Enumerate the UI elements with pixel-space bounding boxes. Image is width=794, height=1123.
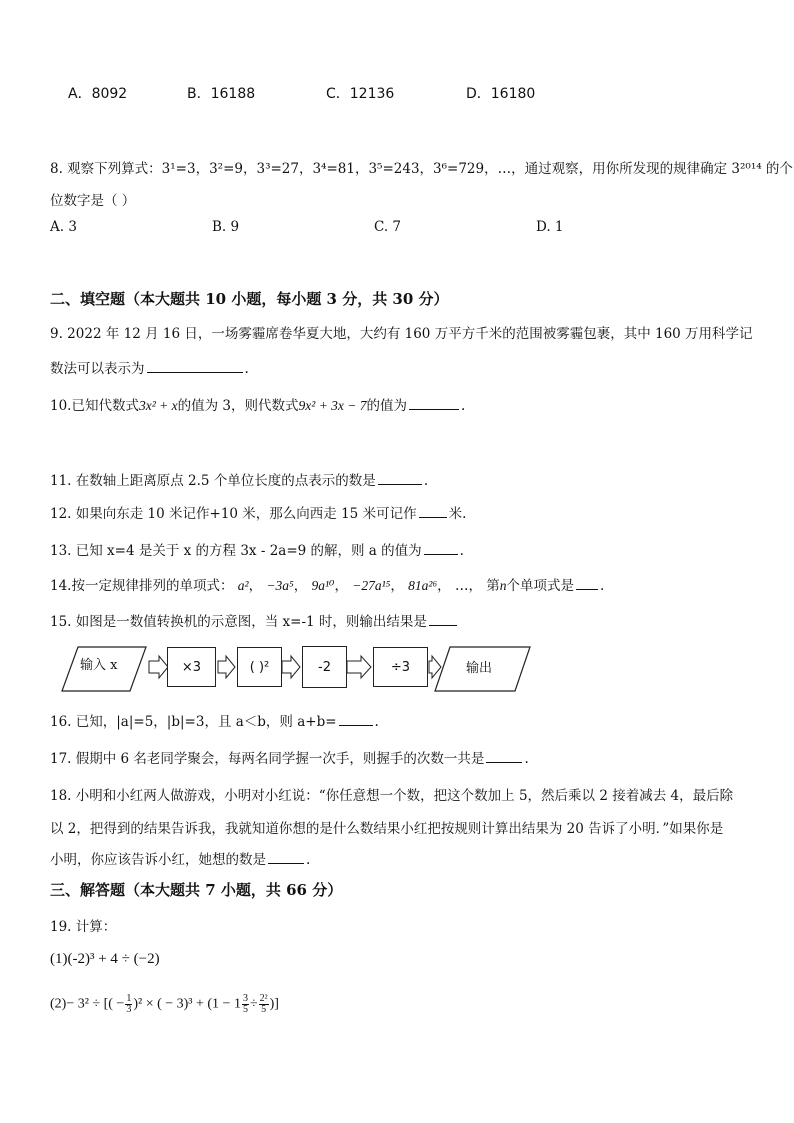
q18-line3 — [50, 848, 310, 868]
q19-title: 19. 计算： — [50, 919, 117, 935]
q14-post: 个单项式是 — [506, 578, 575, 594]
q8-text-line1: 8. 观察下列算式：3¹=3，3²=9，3³=27，3⁴=81，3⁵=243，3⁶=729，…，通过观察，用你所发现的规律确定 3²⁰¹⁴ 的个 — [50, 161, 793, 177]
q7-option-a: A．8092 — [68, 86, 128, 102]
q15 — [50, 610, 459, 630]
answer-blank — [576, 588, 598, 590]
q14-term-2: −3a⁵ — [266, 578, 294, 593]
q8-option-a: A. 3 — [50, 219, 77, 235]
q10-pre: 10.已知代数式 — [50, 398, 139, 414]
flow-box-divide-label: ÷3 — [390, 659, 411, 675]
answer-blank — [378, 483, 422, 485]
q14-n: n — [499, 578, 507, 593]
flow-output-label: 输出 — [466, 661, 493, 676]
fraction-two-squared-over-five — [259, 994, 269, 1015]
q15-text: 15. 如图是一数值转换机的示意图，当 x=-1 时，则输出结果是 — [50, 614, 427, 630]
flow-box-multiply — [167, 647, 216, 687]
flow-box-subtract-label: -2 — [318, 659, 331, 675]
q16 — [50, 710, 379, 730]
q14-end: . — [600, 578, 605, 594]
q8-option-d: D. 1 — [536, 219, 564, 235]
q13 — [50, 539, 464, 559]
q14-mid: 第 — [486, 578, 500, 594]
q18-line3-end: . — [306, 852, 311, 868]
fraction-numerator: 1 — [126, 993, 132, 1004]
q10-expr1: 3x² + x — [138, 398, 178, 413]
answer-blank — [268, 862, 304, 864]
q14: 14.按一定规律排列的单项式： a²， −3a⁵， 9a¹⁰， −27a¹⁵， 81a²⁶， …， 第n个单项式是 . — [50, 578, 605, 594]
fraction-numerator: 3 — [242, 993, 248, 1004]
q10-mid: 的值为 3，则代数式 — [177, 398, 299, 414]
q12-text: 12. 如果向东走 10 米记作+10 米，那么向西走 15 米可记作 — [50, 506, 417, 522]
q11-end: . — [423, 473, 429, 489]
q9-line2 — [50, 357, 249, 377]
q10 — [50, 394, 465, 414]
q18-line1: 18. 小明和小红两人做游戏，小明对小红说：“你任意想一个数，把这个数加上 5，然后乘以 2 接着减去 4，最后除 — [50, 788, 734, 804]
q17 — [50, 747, 529, 767]
q13-end: . — [459, 543, 464, 559]
q19-part1: (1)(-2)³ + 4 ÷ (−2) — [50, 951, 160, 967]
q11 — [50, 469, 428, 489]
answer-blank — [409, 408, 459, 410]
flow-input-label: 输入 x — [80, 658, 118, 673]
answer-blank — [147, 371, 243, 373]
fraction-one-third — [125, 994, 132, 1015]
fraction-denominator: 3 — [126, 1004, 132, 1015]
flow-box-subtract — [302, 646, 347, 688]
q7-option-d: D．16180 — [466, 86, 536, 102]
answer-blank — [419, 516, 447, 518]
q7-option-c: C．12136 — [326, 86, 395, 102]
q19-part2-mid1: )² × ( − 3)³ + (1 − 1 — [133, 996, 241, 1012]
q14-ellipsis: … — [454, 578, 469, 594]
fraction-three-fifths — [242, 994, 249, 1015]
answer-blank — [339, 724, 373, 726]
flow-box-square — [237, 647, 282, 687]
fraction-denominator: 5 — [261, 1004, 267, 1015]
q14-term-3: 9a¹⁰ — [311, 578, 335, 593]
q8-option-c: C. 7 — [374, 219, 402, 235]
q11-text: 11. 在数轴上距离原点 2.5 个单位长度的点表示的数是 — [50, 473, 376, 489]
q12 — [50, 502, 466, 522]
q19-part2-end: )] — [269, 996, 279, 1012]
section-3-heading: 三、解答题（本大题共 7 小题，共 66 分） — [50, 881, 343, 899]
q16-end: . — [374, 714, 379, 730]
q14-pre: 14.按一定规律排列的单项式： — [50, 578, 234, 594]
q19-part2 — [50, 994, 279, 1015]
q10-expr2: 9x² + 3x − 7 — [298, 398, 367, 413]
flow-box-square-label: ( )² — [249, 659, 270, 675]
q9-line2-end: . — [244, 361, 249, 377]
q12-end: 米. — [448, 506, 467, 522]
q17-end: . — [524, 751, 529, 767]
q18-line2: 以 2，把得到的结果告诉我，我就知道你想的是什么数结果小红把按规则计算出结果为 20 告诉了小明．”如果你是 — [50, 821, 724, 837]
fraction-denominator: 5 — [242, 1004, 248, 1015]
q18-line3-text: 小明，你应该告诉小红，她想的数是 — [50, 852, 266, 868]
q16-text: 16. 已知，|a|=5，|b|=3，且 a＜b，则 a+b= — [50, 714, 337, 730]
q14-term-1: a² — [237, 578, 249, 593]
q14-term-5: 81a²⁶ — [408, 578, 438, 593]
flow-box-multiply-label: ×3 — [181, 659, 202, 675]
q10-post: 的值为 — [366, 398, 408, 414]
answer-blank — [429, 624, 457, 626]
q17-text: 17. 假期中 6 名老同学聚会，每两名同学握一次手，则握手的次数一共是 — [50, 751, 485, 767]
conversion-machine-diagram — [60, 645, 535, 693]
q19-part2-mid2: ÷ — [249, 996, 258, 1012]
q13-text: 13. 已知 x=4 是关于 x 的方程 3x - 2a=9 的解，则 a 的值为 — [50, 543, 422, 559]
fraction-numerator: 2² — [259, 993, 268, 1004]
q9-line1: 9. 2022 年 12 月 16 日，一场雾霾席卷华夏大地，大约有 160 万平方千米的范围被雾霾包裹，其中 160 万用科学记 — [50, 326, 753, 342]
q9-line2-text: 数法可以表示为 — [50, 361, 145, 377]
q8-text-line2: 位数字是（ ） — [50, 193, 136, 209]
section-2-heading: 二、填空题（本大题共 10 小题，每小题 3 分，共 30 分） — [50, 290, 449, 308]
q8-option-b: B. 9 — [212, 219, 240, 235]
q10-end: . — [461, 398, 466, 414]
answer-blank — [486, 761, 522, 763]
q7-option-b: B．16188 — [187, 86, 256, 102]
q14-term-4: −27a¹⁵ — [352, 578, 391, 593]
flow-box-divide — [373, 647, 428, 687]
answer-blank — [424, 553, 458, 555]
q19-part2-pre: (2)− 3² ÷ [( − — [50, 996, 125, 1012]
